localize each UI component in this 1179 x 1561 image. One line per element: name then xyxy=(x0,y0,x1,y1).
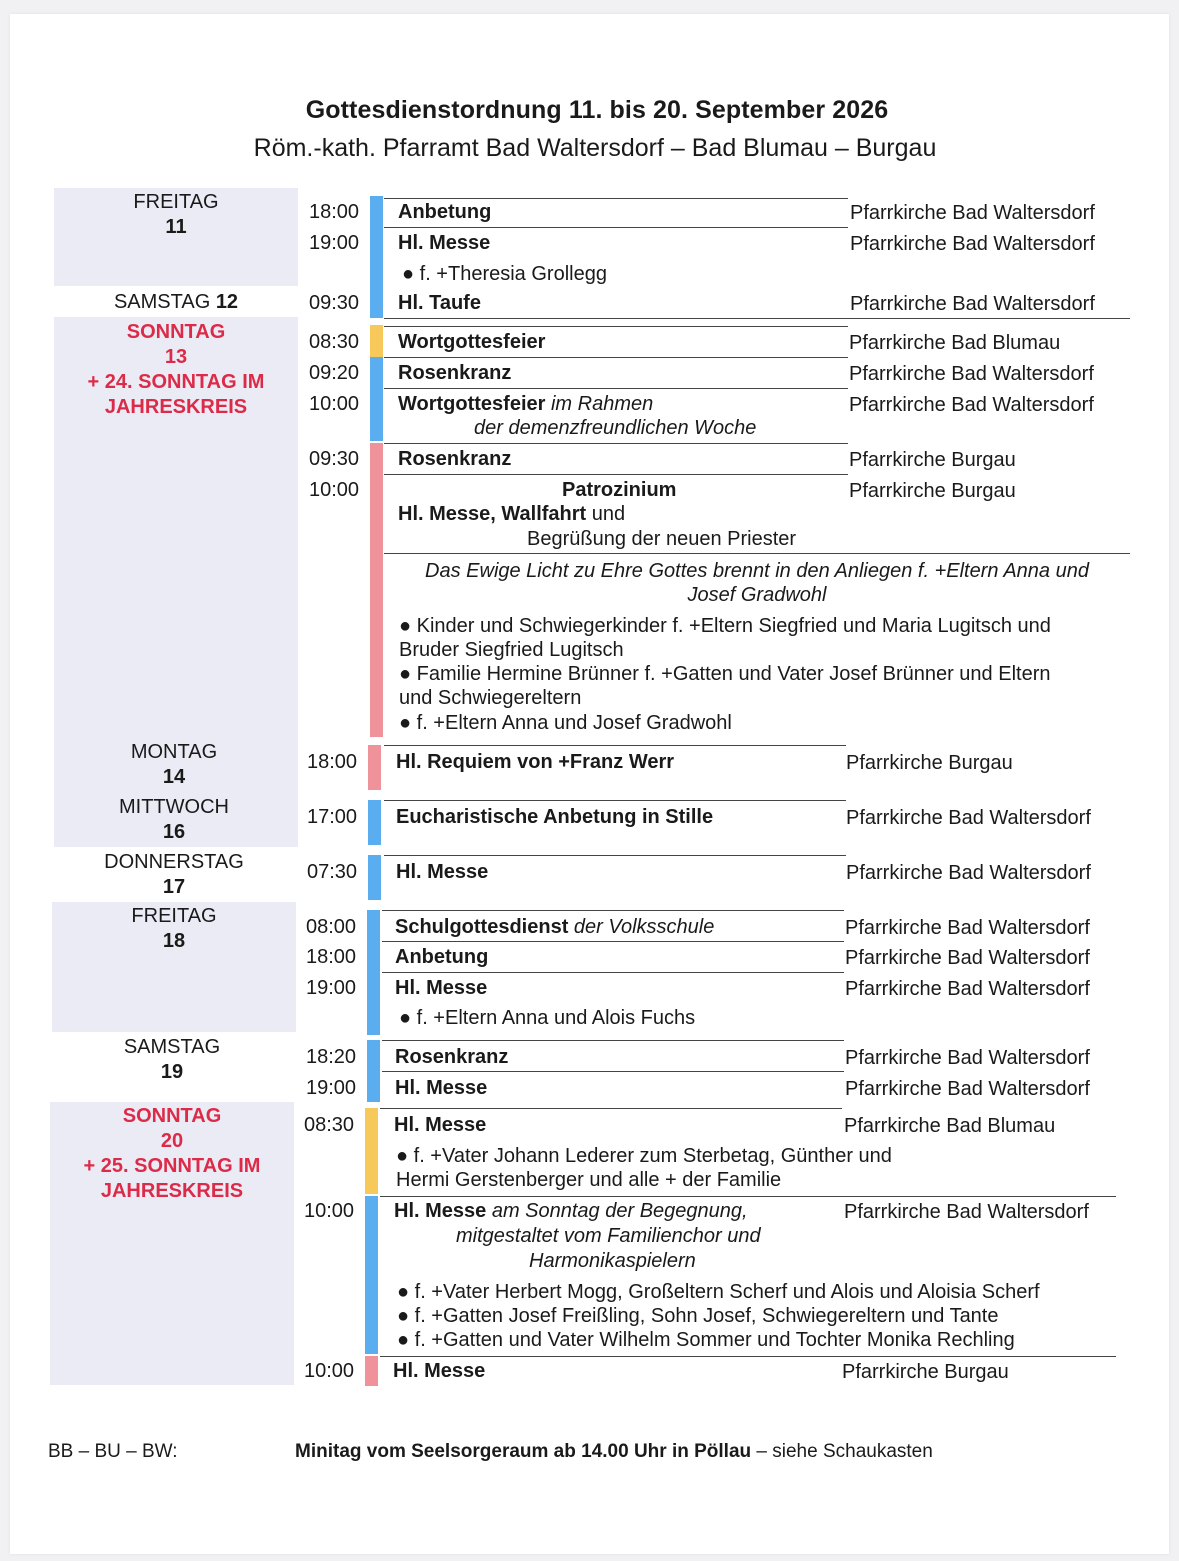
event-time: 10:00 xyxy=(304,1360,355,1382)
row-separator xyxy=(382,910,844,911)
event-title: Wortgottesfeier im Rahmen xyxy=(398,393,654,415)
row-separator xyxy=(384,388,848,389)
event-time: 18:00 xyxy=(309,201,360,223)
row-separator xyxy=(384,326,848,327)
event-title: Anbetung xyxy=(395,946,489,968)
event-time: 10:00 xyxy=(304,1200,355,1222)
event-location: Pfarrkirche Bad Waltersdorf xyxy=(849,394,1094,416)
day-label: SAMSTAG 19 xyxy=(123,1036,221,1083)
event-note: mitgestaltet vom Familienchor und xyxy=(456,1225,761,1247)
event-time: 09:30 xyxy=(309,448,360,470)
event-title: Anbetung xyxy=(398,201,492,223)
event-location: Pfarrkirche Bad Waltersdorf xyxy=(845,978,1090,1000)
event-location: Pfarrkirche Bad Waltersdorf xyxy=(845,1078,1090,1100)
row-separator xyxy=(382,1040,844,1041)
event-time: 08:00 xyxy=(306,916,357,938)
intention-item: ● f. +Gatten und Vater Wilhelm Sommer und Tochter Monika Rechling xyxy=(397,1329,1015,1351)
event-title: Hl. Messe xyxy=(396,861,489,883)
event-time: 09:20 xyxy=(309,362,360,384)
event-title: Wortgottesfeier xyxy=(398,331,546,353)
row-separator xyxy=(380,1196,1116,1197)
church-color-bar-burgau xyxy=(368,745,381,790)
day-label: SAMSTAG 12 xyxy=(113,291,239,313)
event-location: Pfarrkirche Burgau xyxy=(846,752,1013,774)
event-time: 19:00 xyxy=(306,977,357,999)
page-subtitle: Röm.-kath. Pfarramt Bad Waltersdorf – Bad Blumau – Burgau xyxy=(253,134,937,162)
event-location: Pfarrkirche Bad Waltersdorf xyxy=(845,947,1090,969)
event-location: Pfarrkirche Bad Waltersdorf xyxy=(849,363,1094,385)
row-separator xyxy=(384,553,1130,554)
row-separator xyxy=(384,198,848,199)
event-note: der demenzfreundlichen Woche xyxy=(474,417,757,439)
event-note: Begrüßung der neuen Priester xyxy=(527,528,797,550)
event-location: Pfarrkirche Bad Waltersdorf xyxy=(850,202,1095,224)
day-label: DONNERSTAG 17 xyxy=(104,851,244,898)
event-time: 09:30 xyxy=(309,292,360,314)
event-time: 19:00 xyxy=(306,1077,357,1099)
day-label: FREITAG 11 xyxy=(133,191,219,238)
day-label: MITTWOCH 16 xyxy=(119,796,229,843)
row-separator xyxy=(380,1356,1116,1357)
event-title: Schulgottesdienst der Volksschule xyxy=(395,916,715,938)
intention-item: ● f. +Vater Johann Lederer zum Sterbetag, Günther und Hermi Gerstenberger und alle + der Familie xyxy=(396,1145,892,1191)
event-title: Rosenkranz xyxy=(398,448,512,470)
event-time: 08:30 xyxy=(304,1114,355,1136)
event-time: 07:30 xyxy=(307,861,358,883)
event-title: Hl. Messe xyxy=(398,232,491,254)
event-note: Harmonikaspielern xyxy=(529,1250,696,1272)
row-separator xyxy=(384,443,848,444)
event-title: Rosenkranz xyxy=(398,362,512,384)
row-separator xyxy=(380,1108,842,1109)
row-separator xyxy=(384,357,848,358)
church-color-bar-waltersdorf xyxy=(367,1040,380,1102)
church-color-bar-waltersdorf xyxy=(368,855,381,900)
event-location: Pfarrkirche Burgau xyxy=(849,480,1016,502)
intention-item: ● f. +Theresia Grollegg xyxy=(402,263,607,285)
footer-parish-codes: BB – BU – BW: xyxy=(48,1441,178,1462)
event-heading: Patrozinium xyxy=(562,479,677,501)
event-location: Pfarrkirche Bad Waltersdorf xyxy=(845,1047,1090,1069)
row-separator xyxy=(384,227,848,228)
church-color-bar-blumau xyxy=(370,325,383,357)
event-title: Rosenkranz xyxy=(395,1046,509,1068)
event-location: Pfarrkirche Bad Waltersdorf xyxy=(850,233,1095,255)
event-time: 17:00 xyxy=(307,806,358,828)
event-location: Pfarrkirche Bad Blumau xyxy=(849,332,1061,354)
day-label: MONTAG 14 xyxy=(130,741,218,788)
intention-item: ● f. +Eltern Anna und Alois Fuchs xyxy=(399,1007,696,1029)
intention-item: ● f. +Vater Herbert Mogg, Großeltern Scherf und Alois und Aloisia Scherf xyxy=(397,1281,1040,1303)
event-location: Pfarrkirche Burgau xyxy=(842,1361,1009,1383)
event-title: Hl. Messe xyxy=(393,1360,486,1382)
event-title: Eucharistische Anbetung in Stille xyxy=(396,806,714,828)
church-color-bar-waltersdorf xyxy=(368,800,381,845)
event-title: Hl. Messe, Wallfahrt und xyxy=(398,503,626,525)
row-separator xyxy=(384,745,846,746)
page-title: Gottesdienstordnung 11. bis 20. September 2026 xyxy=(305,96,889,124)
event-time: 18:00 xyxy=(306,946,357,968)
church-color-bar-waltersdorf xyxy=(365,1196,378,1354)
event-time: 19:00 xyxy=(309,232,360,254)
event-time: 18:20 xyxy=(306,1046,357,1068)
church-color-bar-waltersdorf xyxy=(370,357,383,441)
intention-item: ● f. +Eltern Anna und Josef Gradwohl xyxy=(399,712,732,734)
day-label: FREITAG 18 xyxy=(131,905,217,952)
intention-item: ● f. +Gatten Josef Freißling, Sohn Josef, Schwiegereltern und Tante xyxy=(397,1305,999,1327)
church-color-bar-blumau xyxy=(365,1108,378,1194)
row-separator xyxy=(382,941,844,942)
event-time: 08:30 xyxy=(309,331,360,353)
event-location: Pfarrkirche Bad Waltersdorf xyxy=(846,862,1091,884)
church-color-bar-waltersdorf xyxy=(367,910,380,1035)
event-location: Pfarrkirche Bad Waltersdorf xyxy=(846,807,1091,829)
event-title: Hl. Messe xyxy=(395,1077,488,1099)
event-time: 18:00 xyxy=(307,751,358,773)
day-label-feast: SONNTAG 20 + 25. SONNTAG IM JAHRESKREIS xyxy=(83,1105,261,1202)
row-separator xyxy=(382,1071,844,1072)
event-title: Hl. Messe am Sonntag der Begegnung, xyxy=(394,1200,748,1222)
event-location: Pfarrkirche Bad Waltersdorf xyxy=(844,1201,1089,1223)
church-color-bar-burgau xyxy=(370,443,383,737)
church-color-bar-waltersdorf xyxy=(370,196,383,318)
event-time: 10:00 xyxy=(309,479,360,501)
row-separator xyxy=(384,800,846,801)
event-title: Hl. Messe xyxy=(394,1114,487,1136)
event-location: Pfarrkirche Bad Blumau xyxy=(844,1115,1056,1137)
day-label-feast: SONNTAG 13 + 24. SONNTAG IM JAHRESKREIS xyxy=(87,321,265,418)
event-location: Pfarrkirche Bad Waltersdorf xyxy=(850,293,1095,315)
event-location: Pfarrkirche Bad Waltersdorf xyxy=(845,917,1090,939)
row-separator xyxy=(384,474,848,475)
event-title: Hl. Requiem von +Franz Werr xyxy=(396,751,675,773)
event-title: Hl. Messe xyxy=(395,977,488,999)
event-location: Pfarrkirche Burgau xyxy=(849,449,1016,471)
ewiges-licht-note: Das Ewige Licht zu Ehre Gottes brennt in den Anliegen f. +Eltern Anna und xyxy=(425,560,1089,582)
row-separator xyxy=(384,318,1130,319)
row-separator xyxy=(384,855,846,856)
church-color-bar-burgau xyxy=(365,1356,378,1386)
footer-announcement: Minitag vom Seelsorgeraum ab 14.00 Uhr in Pöllau – siehe Schaukasten xyxy=(295,1441,933,1462)
intention-item: ● Kinder und Schwiegerkinder f. +Eltern Siegfried und Maria Lugitsch und Bruder Siegfried Lugitsch xyxy=(399,615,1051,661)
intention-item: ● Familie Hermine Brünner f. +Gatten und Vater Josef Brünner und Eltern und Schwiegereltern xyxy=(399,663,1051,709)
row-separator xyxy=(382,972,844,973)
event-title: Hl. Taufe xyxy=(398,292,481,314)
event-time: 10:00 xyxy=(309,393,360,415)
ewiges-licht-note: Josef Gradwohl xyxy=(687,584,827,606)
